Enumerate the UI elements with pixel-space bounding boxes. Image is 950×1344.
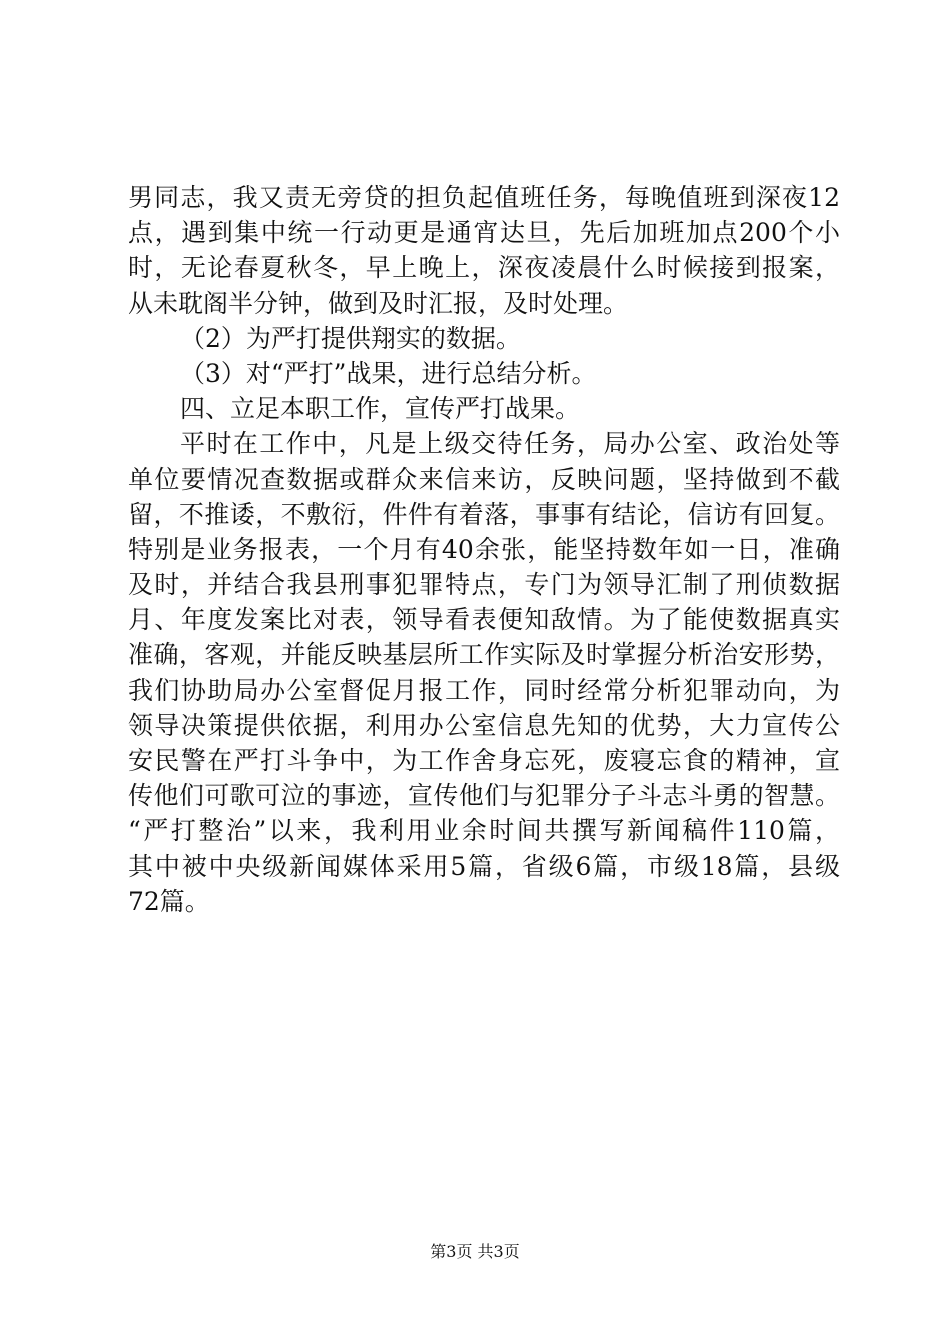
body-line: 其中被中央级新闻媒体采用5篇，省级6篇，市级18篇，县级 <box>128 851 840 881</box>
body-line: 传他们可歌可泣的事迹，宣传他们与犯罪分子斗志斗勇的智慧。 <box>128 781 840 811</box>
page-footer <box>0 1242 950 1262</box>
body-line: （3）对“严打”战果，进行总结分析。 <box>180 358 597 388</box>
page-number: 第3页 共3页 <box>430 1242 520 1261</box>
body-line: 月、年度发案比对表，领导看表便知敌情。为了能使数据真实 <box>128 605 840 635</box>
body-line: （2）为严打提供翔实的数据。 <box>180 323 521 353</box>
body-line: 准确，客观，并能反映基层所工作实际及时掌握分析治安形势， <box>128 640 840 670</box>
body-line: 点，遇到集中统一行动更是通宵达旦，先后加班加点200个小 <box>128 218 840 248</box>
body-line: 平时在工作中，凡是上级交待任务，局办公室、政治处等 <box>180 429 840 459</box>
document-body <box>128 180 840 919</box>
body-line: 安民警在严打斗争中，为工作舍身忘死，废寝忘食的精神，宣 <box>128 746 840 775</box>
body-line: 男同志，我又责无旁贷的担负起值班任务，每晚值班到深夜12 <box>128 183 840 212</box>
section-heading: 四、立足本职工作，宣传严打战果。 <box>180 394 581 424</box>
body-line: 及时，并结合我县刑事犯罪特点，专门为领导汇制了刑侦数据 <box>128 570 840 600</box>
body-line: 领导决策提供依据，利用办公室信息先知的优势，大力宣传公 <box>128 710 840 740</box>
body-line: 72篇。 <box>128 886 210 916</box>
body-line: 留，不推诿，不敷衍，件件有着落，事事有结论，信访有回复。 <box>128 499 840 529</box>
body-line: 单位要情况查数据或群众来信来访，反映问题，坚持做到不截 <box>128 464 840 494</box>
body-line: 特别是业务报表，一个月有40余张，能坚持数年如一日，准确 <box>128 534 840 564</box>
body-line: 我们协助局办公室督促月报工作，同时经常分析犯罪动向，为 <box>128 675 840 705</box>
body-line: 时，无论春夏秋冬，早上晚上，深夜凌晨什么时候接到报案， <box>128 253 840 283</box>
body-line: “严打整治”以来，我利用业余时间共撰写新闻稿件110篇， <box>128 816 840 846</box>
body-line: 从未耽阁半分钟，做到及时汇报，及时处理。 <box>128 288 629 318</box>
